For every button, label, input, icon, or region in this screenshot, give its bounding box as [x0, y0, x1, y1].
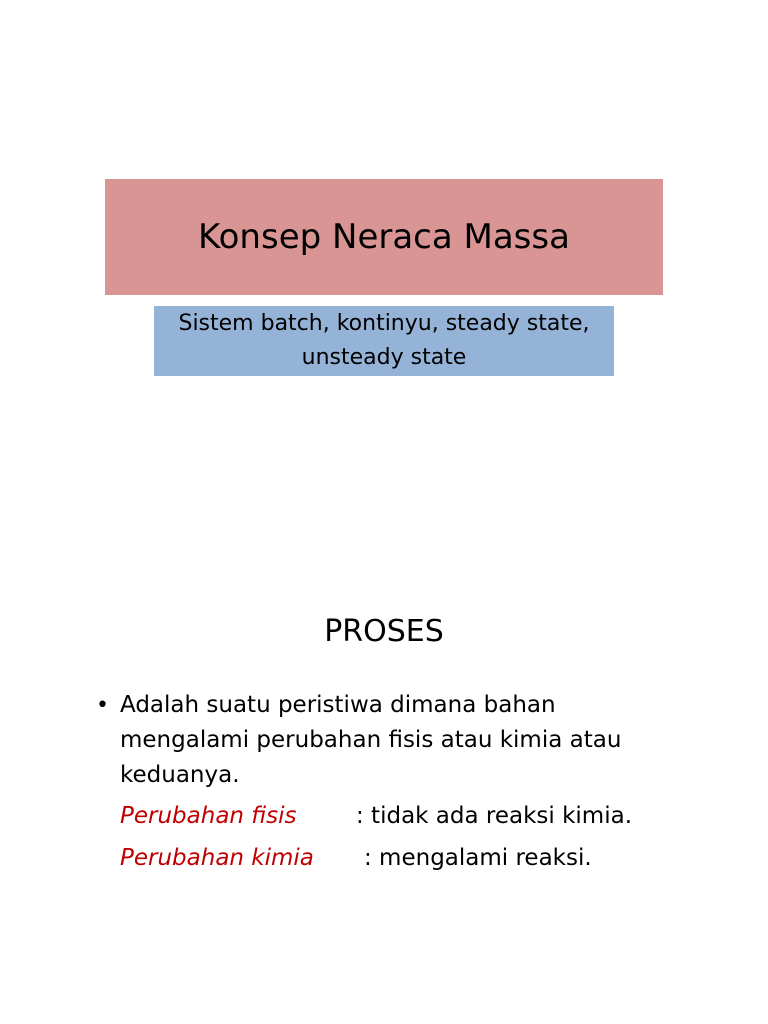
slide-proses — [0, 512, 768, 1024]
definition-description: : mengalami reaksi. — [364, 845, 592, 871]
definition-term: Perubahan fisis — [120, 803, 297, 829]
bullet-text: Adalah suatu peristiwa dimana bahan mengalami perubahan fisis atau kimia atau keduanya. — [120, 692, 622, 788]
bullet-item — [96, 688, 716, 793]
slide-subtitle-text: Sistem batch, kontinyu, steady state, unsteady state — [178, 311, 590, 370]
definition-row-chemical — [120, 841, 720, 876]
title-box — [105, 179, 663, 295]
definition-description: : tidak ada reaksi kimia. — [356, 803, 632, 829]
slide-title-text: Konsep Neraca Massa — [198, 216, 570, 257]
definition-term: Perubahan kimia — [120, 845, 314, 871]
bullet-dot-icon: • — [96, 693, 109, 718]
definition-row-physical — [120, 799, 720, 834]
bullet-list — [96, 688, 716, 793]
section-heading: PROSES — [324, 614, 444, 649]
subtitle-box — [154, 306, 614, 376]
